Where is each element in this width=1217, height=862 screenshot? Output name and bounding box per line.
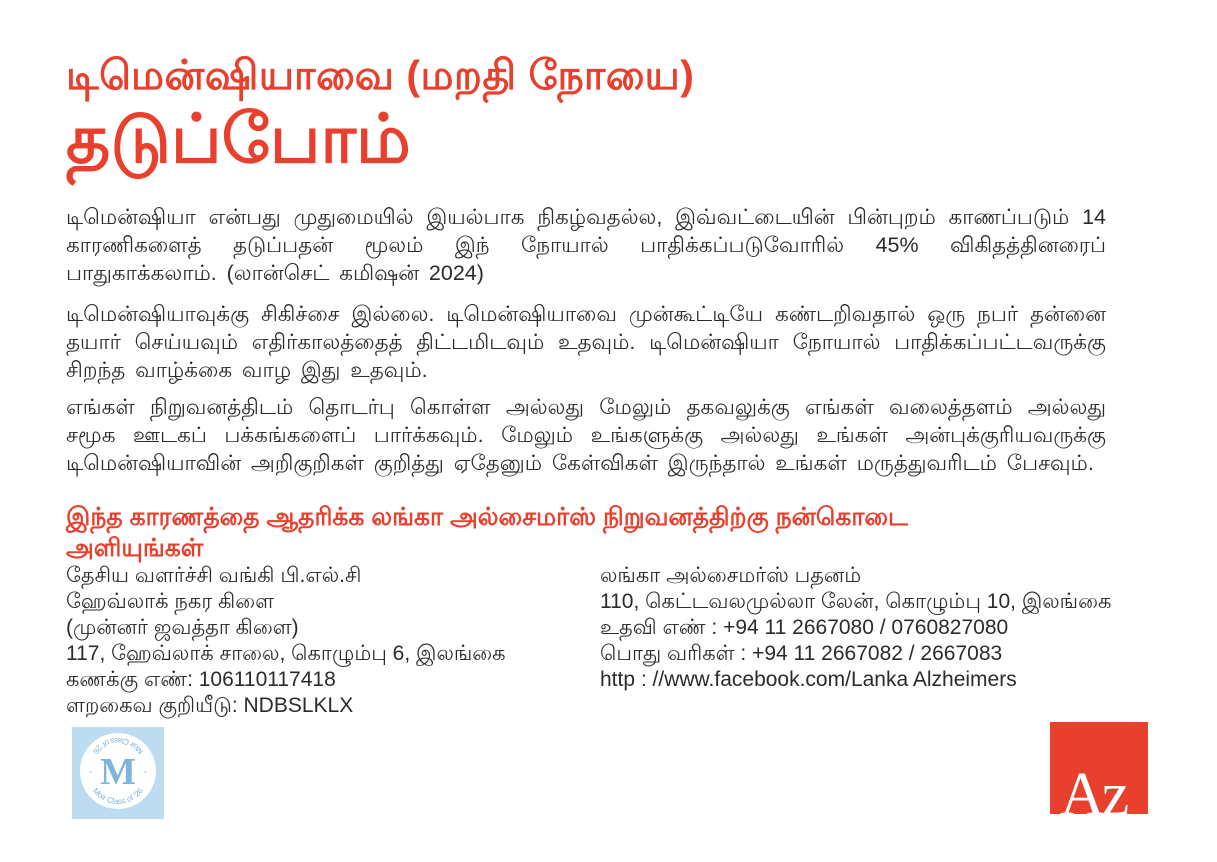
stamp-monogram: M (100, 751, 136, 793)
bank-details-block (66, 563, 581, 719)
stamp-arc-text-bottom: Moir Class of '26 (90, 786, 146, 807)
lanka-alzheimers-az-logo (1050, 722, 1148, 829)
bank-branch-former: (முன்னர் ஜவத்தா கிளை) (66, 616, 299, 639)
stamp-icon (72, 727, 164, 819)
bank-name: தேசிய வளர்ச்சி வங்கி பி.எல்.சி (66, 564, 362, 587)
paragraph-dementia-prevention: டிமென்ஷியா என்பது முதுமையில் இயல்பாக நிகழ்வதல்ல, இவ்வட்டையின் பின்புறம் காணப்படும் 14 காரணிகளைத் தடுப்பதன் மூலம் இந் நோயால் பாதிக்கப்படுவோரில் 45% விகிதத்தினரைப் பாதுகாக்கலாம். (லான்செட் கமிஷன் 2024) (66, 205, 1106, 285)
stamp-flourish-left: - (89, 767, 93, 778)
az-logo-text: Az (1060, 761, 1127, 829)
donation-heading: இந்த காரணத்தை ஆதரிக்க லங்கா அல்சைமர்ஸ் நிறுவனத்திற்கு நன்கொடை அளியுங்கள் (66, 503, 908, 562)
foundation-helpline: உதவி எண் : +94 11 2667080 / 0760827080 (600, 616, 1009, 639)
foundation-name: லங்கா அல்சைமர்ஸ் பதனம் (600, 564, 862, 587)
stamp-arc-text-top: Moir Class of '26 (90, 735, 146, 756)
paragraph-no-cure: டிமென்ஷியாவுக்கு சிகிச்சை இல்லை. டிமென்ஷியாவை முன்கூட்டியே கண்டறிவதால் ஒரு நபர் தன்னை தயார் செய்யவும் எதிர்காலத்தைத் திட்டமிடவும் உதவும். டிமென்ஷியா நோயால் பாதிக்கப்பட்டவருக்கு சிறந்த வாழ்க்கை வாழ இது உதவும். (66, 302, 1106, 382)
paragraph-contact-info: எங்கள் நிறுவனத்திடம் தொடர்பு கொள்ள அல்லது மேலும் தகவலுக்கு எங்கள் வலைத்தளம் அல்லது சமூக ஊடகப் பக்கங்களைப் பார்க்கவும். மேலும் உங்களுக்கு அல்லது உங்கள் அன்புக்குரியவருக்கு டிமென்ஷியாவின் அறிகுறிகள் குறித்து ஏதேனும் கேள்விகள் இருந்தால் உங்கள் மருத்துவரிடம் பேசவும். (66, 395, 1106, 475)
page-title-line2: தடுப்போம் (66, 101, 411, 177)
foundation-contact-block (600, 563, 1130, 693)
foundation-general-lines: பொது வரிகள் : +94 11 2667082 / 2667083 (600, 642, 1003, 665)
bank-address: 117, ஹேவ்லாக் சாலை, கொழும்பு 6, இலங்கை (66, 642, 506, 665)
bank-account-number: கணக்கு எண்: 106110117418 (66, 668, 336, 691)
bank-swift-code: ளறகைவ குறியீடு: NDBSLKLX (66, 694, 354, 717)
moir-class-stamp-logo (72, 727, 164, 819)
stamp-flourish-right: - (144, 767, 148, 778)
foundation-facebook-url: http : //www.facebook.com/Lanka Alzheimers (600, 668, 1017, 691)
foundation-address: 110, கெட்டவலமுல்லா லேன், கொழும்பு 10, இலங்கை (600, 590, 1112, 613)
page-title-line1: டிமென்ஷியாவை (மறதி நோயை) (66, 52, 695, 98)
bank-branch: ஹேவ்லாக் நகர கிளை (66, 590, 275, 613)
